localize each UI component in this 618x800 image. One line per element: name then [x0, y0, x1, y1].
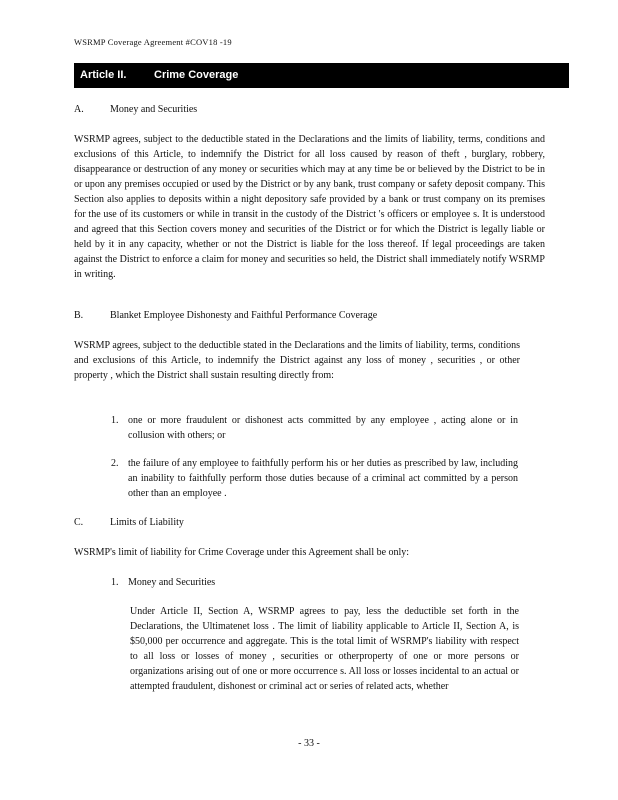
page-number: - 33 - [298, 738, 320, 749]
section-label: A. [74, 104, 84, 115]
section-title: Money and Securities [110, 104, 198, 115]
section-title: Limits of Liability [110, 517, 184, 528]
article-number: Article II. [80, 69, 127, 81]
section-label: B. [74, 310, 84, 321]
list-item [111, 413, 518, 445]
article-title: Crime Coverage [154, 69, 239, 81]
section-title: Blanket Employee Dishonesty and Faithful Performance Coverage [110, 310, 378, 321]
list-item-text: the failure of any employee to faithfully perform his or her duties as prescribed by law, including an inability to faithfully perform those duties because of a criminal act committed by a person other than an employee . [128, 458, 518, 499]
article-heading-bar [74, 63, 569, 88]
list-item-text: one or more fraudulent or dishonest acts committed by any employee , acting alone or in collusion with others; or [128, 415, 518, 441]
running-header: WSRMP Coverage Agreement #COV18 -19 [74, 37, 232, 47]
list-item [111, 456, 518, 502]
section-c-paragraph: WSRMP's limit of liability for Crime Coverage under this Agreement shall be only: [74, 547, 410, 558]
section-a-paragraph: WSRMP agrees, subject to the deductible stated in the Declarations and the limits of liability, terms, conditions and exclusions of this Article, to indemnify the District for all loss caused by reason of theft , burglary, robbery, disappearance or destruction of any money or securities which may at any time be or believed by the District to be in or upon any premises occupied or used by the District or by any bank, trust company or safety deposit company. This Section also applies to deposits within a night depository safe provided by a bank or trust company on its premises for the use of its customers or while in transit in the custody of the District 's officers or employee s. It is understood and agreed that this Section covers money and securities of the District or for which the District is legally liable or held by it in any capacity, whether or not the District is liable for the loss thereof. If legal proceedings are taken against the District to enforce a claim for money and securities so held, the District shall immediately notify WSRMP in writing. [74, 134, 545, 280]
list-item-text: Money and Securities [128, 577, 216, 588]
list-item [111, 575, 411, 591]
list-item-number: 2. [111, 458, 119, 469]
list-item-number: 1. [111, 577, 119, 588]
list-item-number: 1. [111, 415, 119, 426]
section-c-subparagraph: Under Article II, Section A, WSRMP agrees to pay, less the deductible set forth in the Declarations, the Ultimatenet loss . The limit of liability applicable to Article II, Section A, is $50,000 per occurrence and aggregate. This is the total limit of WSRMP's liability with respect to all loss or losses of money , securities or otherproperty of one or more persons or organizations arising out of one or more occurrence s. All loss or losses incidental to an actual or attempted fraudulent, dishonest or criminal act or series of related acts, whether [130, 606, 519, 692]
section-label: C. [74, 517, 84, 528]
section-b-paragraph: WSRMP agrees, subject to the deductible stated in the Declarations and the limits of liability, terms, conditions and exclusions of this Article, to indemnify the District against any loss of money , securities , or other property , which the District shall sustain resulting directly from: [74, 340, 520, 381]
